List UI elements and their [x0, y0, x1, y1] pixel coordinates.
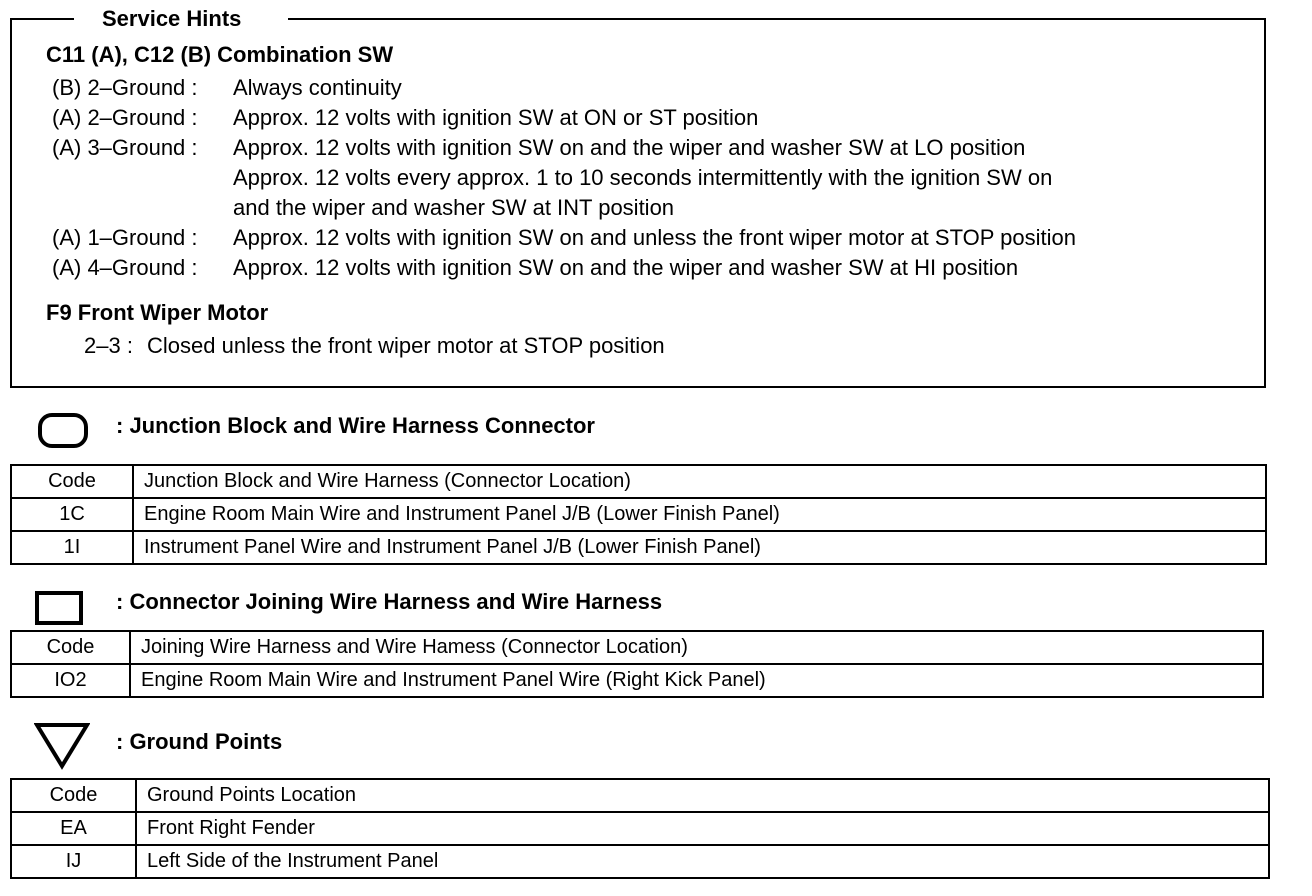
hint-line-continuation: and the wiper and washer SW at INT position [233, 195, 675, 220]
table-cell-location: Engine Room Main Wire and Instrument Panel J/B (Lower Finish Panel) [133, 498, 1266, 531]
table-cell-code: 1I [11, 531, 133, 564]
legend-label: : Connector Joining Wire Harness and Wire Harness [116, 589, 663, 614]
table-cell-code: IJ [11, 845, 136, 878]
table-row [11, 664, 1263, 697]
junction-block-table [10, 464, 1267, 565]
section-heading-front-wiper-motor: F9 Front Wiper Motor [46, 300, 269, 325]
table-row [11, 498, 1266, 531]
table-header-row [11, 465, 1266, 498]
hint-line: 2–3 : Closed unless the front wiper motor at STOP position [84, 333, 665, 358]
table-cell-location: Left Side of the Instrument Panel [136, 845, 1269, 878]
legend-label: : Ground Points [116, 729, 283, 754]
table-header-cell: Junction Block and Wire Harness (Connector Location) [133, 465, 1266, 498]
table-header-cell: Ground Points Location [136, 779, 1269, 812]
table-header-cell: Code [11, 631, 130, 664]
connector-table [10, 630, 1264, 698]
oval-symbol-icon [38, 413, 88, 448]
table-cell-location: Instrument Panel Wire and Instrument Panel J/B (Lower Finish Panel) [133, 531, 1266, 564]
hint-line: (B) 2–Ground : Always continuity [52, 75, 402, 100]
hint-line: (A) 4–Ground : Approx. 12 volts with ignition SW on and the wiper and washer SW at HI position [52, 255, 1019, 280]
table-cell-code: IO2 [11, 664, 130, 697]
table-header-cell: Code [11, 779, 136, 812]
table-cell-code: 1C [11, 498, 133, 531]
table-row [11, 531, 1266, 564]
triangle-symbol-icon [34, 722, 90, 770]
legend-label: : Junction Block and Wire Harness Connector [116, 413, 595, 438]
ground-points-table [10, 778, 1270, 879]
table-cell-location: Front Right Fender [136, 812, 1269, 845]
service-hints-title: Service Hints [102, 6, 242, 31]
section-heading-combination-sw: C11 (A), C12 (B) Combination SW [46, 42, 394, 67]
table-header-cell: Joining Wire Harness and Wire Hamess (Connector Location) [130, 631, 1263, 664]
table-header-row [11, 631, 1263, 664]
table-header-cell: Code [11, 465, 133, 498]
rectangle-symbol-icon [35, 591, 83, 625]
table-row [11, 812, 1269, 845]
hint-line-continuation: Approx. 12 volts every approx. 1 to 10 seconds intermittently with the ignition SW on [233, 165, 1053, 190]
table-cell-code: EA [11, 812, 136, 845]
hint-line: (A) 2–Ground : Approx. 12 volts with ignition SW at ON or ST position [52, 105, 759, 130]
hint-line: (A) 3–Ground : Approx. 12 volts with ignition SW on and the wiper and washer SW at LO position [52, 135, 1026, 160]
table-cell-location: Engine Room Main Wire and Instrument Panel Wire (Right Kick Panel) [130, 664, 1263, 697]
hint-line: (A) 1–Ground : Approx. 12 volts with ignition SW on and unless the front wiper motor at STOP position [52, 225, 1076, 250]
table-row [11, 845, 1269, 878]
table-header-row [11, 779, 1269, 812]
